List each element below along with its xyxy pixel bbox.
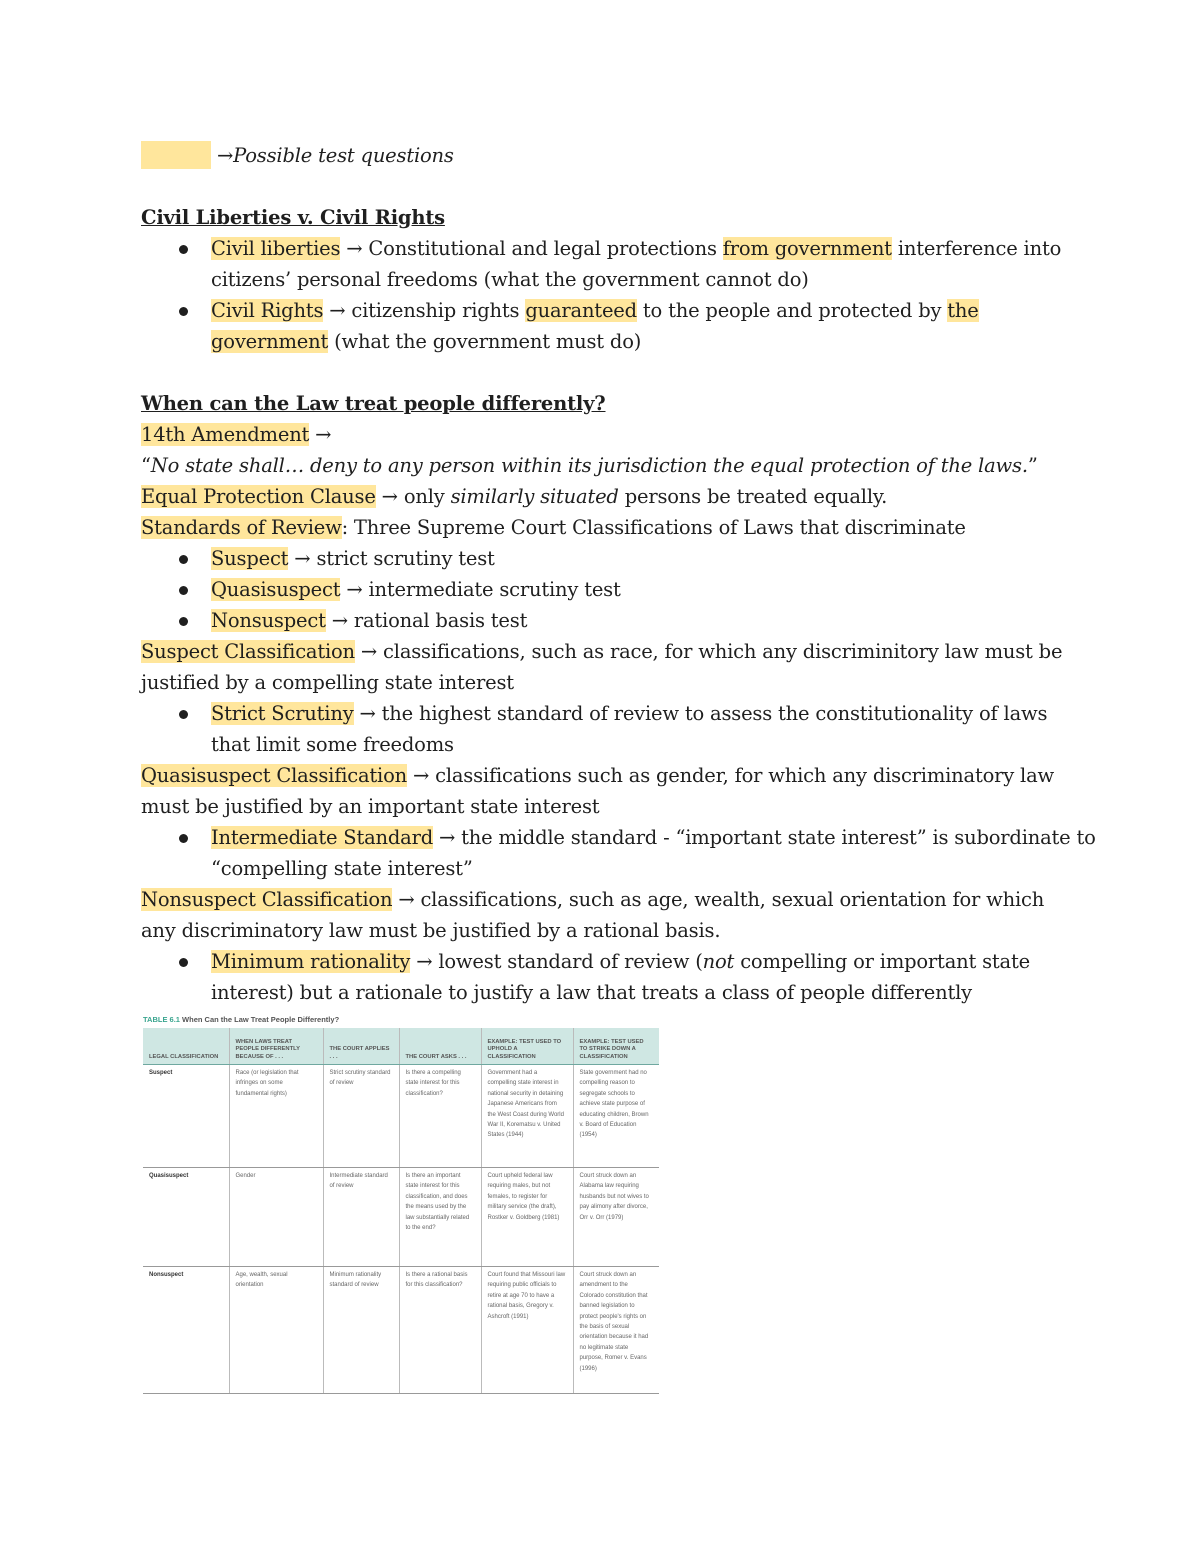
- standards-line: Standards of Review: Three Supreme Court Classifications of Laws that discriminate: [141, 516, 966, 539]
- list-item: Suspect → strict scrutiny test: [141, 543, 1076, 574]
- nonsuspect-classification: Nonsuspect Classification → classifications, such as age, wealth, sexual orientation for which: [141, 888, 1045, 911]
- equal-protection-line: Equal Protection Clause → only similarly situated persons be treated equally.: [141, 485, 888, 508]
- term-civil-liberties: Civil liberties: [211, 237, 341, 260]
- notes-body: →Possible test questions Civil Liberties v. Civil Rights Civil liberties → Constitutional and legal protections from government interference into citizens’ personal freedoms (what the government cannot do) Civil Rights → citizenship rights guaranteed to the people and protected by the government (what the government must do) When can the Law treat people differently? 14th Amendment → “No state shall… deny to any person within its jurisdiction the equal protection of the laws.” Equal Protection Clause → only similarly situated persons be treated equally. Standards of Review: Three Supreme Court Classifications of Laws that discriminate Suspect → strict scrutiny test Quasisuspect → intermediate scrutiny test Nonsuspect → rational basis test Suspect Classification → classifications, such as race, for which any discriminitory law must be justified by a compelling state interest Strict Scrutiny → the highest standard of review to assess the constitutionality of laws that limit some freedoms Quasisuspect Classification → classifications such as gender, for which any discriminatory law must be justified by an important state interest Intermediate Standard → the middle standard - “important state interest” is subordinate to “compelling state interest” Nonsuspect Classification → classifications, such as age, wealth, sexual orientation for which any discriminatory law must be justified by a rational basis. Minimum rationality → lowest standard of review (not compelling or important state interest) but a rationale to justify a law that treats a class of people differently: [141, 140, 1076, 1008]
- table-header: THE COURT APPLIES . . .: [323, 1028, 399, 1065]
- strict-list: [141, 698, 1076, 760]
- table-header: WHEN LAWS TREAT PEOPLE DIFFERENTLY BECAUSE OF . . .: [229, 1028, 323, 1065]
- spacer: [141, 171, 1076, 202]
- amendment-line: 14th Amendment →: [141, 423, 332, 446]
- suspect-classification: Suspect Classification → classifications, such as race, for which any discriminitory law must be: [141, 640, 1063, 663]
- classification-table: [143, 1028, 659, 1394]
- standards-list: [141, 543, 1076, 636]
- table-caption: TABLE 6.1 When Can the Law Treat People Differently?: [143, 1015, 340, 1024]
- table-row: Suspect Race (or legislation that infringes on some fundamental rights) Strict scrutiny standard of review Is there a compelling state interest for this classification? Government had a compelling state interest in national security in detaining Japanese Americans from the West Coast during World War II, Korematsu v. United States (1944) State government had no compelling reason to segregate schools to achieve state purpose of educating children, Brown v. Board of Education (1954): [143, 1065, 659, 1168]
- highlight-swatch: [141, 141, 211, 169]
- list-item: Civil Rights → citizenship rights guaranteed to the people and protected by the government (what the government must do): [141, 295, 1076, 357]
- table-row: Nonsuspect Age, wealth, sexual orientation Minimum rationality standard of review Is there a rational basis for this classification? Court found that Missouri law requiring public officials to retire at age 70 to have a rational basis, Gregory v. Ashcroft (1991) Court struck down an amendment to the Colorado constitution that banned legislation to protect people's rights on the basis of sexual orientation because it had no legitimate state purpose, Romer v. Evans (1996): [143, 1267, 659, 1394]
- list-item: Strict Scrutiny → the highest standard of review to assess the constitutionality of laws that limit some freedoms: [141, 698, 1076, 760]
- table-header: LEGAL CLASSIFICATION: [143, 1028, 229, 1065]
- classification-table-image: [143, 1014, 659, 1394]
- table-header-row: [143, 1028, 659, 1065]
- minimum-list: [141, 946, 1076, 1008]
- table-header: EXAMPLE: TEST USED TO UPHOLD A CLASSIFICATION: [481, 1028, 573, 1065]
- spacer: [141, 357, 1076, 388]
- civil-list: [141, 233, 1076, 357]
- legend-text: →Possible test questions: [217, 144, 454, 167]
- list-item: Quasisuspect → intermediate scrutiny test: [141, 574, 1076, 605]
- list-item: Intermediate Standard → the middle standard - “important state interest” is subordinate to “compelling state interest”: [141, 822, 1076, 884]
- intermediate-list: [141, 822, 1096, 884]
- section-heading-law: When can the Law treat people differently?: [141, 392, 606, 415]
- amendment-quote: “No state shall… deny to any person within its jurisdiction the equal protection of the laws.”: [141, 454, 1038, 477]
- list-item: Civil liberties → Constitutional and legal protections from government interference into citizens’ personal freedoms (what the government cannot do): [141, 233, 1076, 295]
- legend: [141, 140, 1076, 171]
- table-header: THE COURT ASKS . . .: [399, 1028, 481, 1065]
- section-heading-civil: Civil Liberties v. Civil Rights: [141, 206, 445, 229]
- table-header: EXAMPLE: TEST USED TO STRIKE DOWN A CLASSIFICATION: [573, 1028, 659, 1065]
- list-item: Minimum rationality → lowest standard of review (not compelling or important state interest) but a rationale to justify a law that treats a class of people differently: [141, 946, 1076, 1008]
- table-row: Quasisuspect Gender Intermediate standard of review Is there an important state interest for this classification, and does the means used by the law substantially related to the end? Court upheld federal law requiring males, but not females, to register for military service (the draft), Rostker v. Goldberg (1981) Court struck down an Alabama law requiring husbands but not wives to pay alimony after divorce, Orr v. Orr (1979): [143, 1168, 659, 1267]
- term-civil-rights: Civil Rights: [211, 299, 324, 322]
- list-item: Nonsuspect → rational basis test: [141, 605, 1076, 636]
- quasisuspect-classification: Quasisuspect Classification → classifications such as gender, for which any discriminatory law: [141, 764, 1055, 787]
